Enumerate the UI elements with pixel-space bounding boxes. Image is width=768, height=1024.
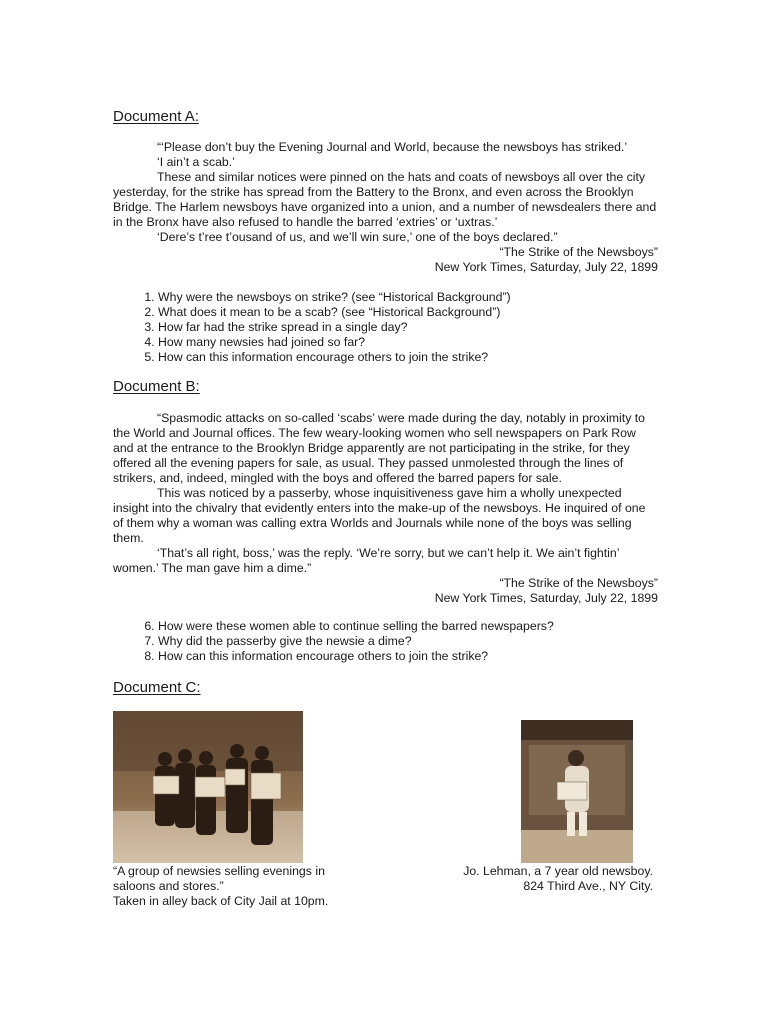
question-4: 4. How many newsies had joined so far? [158,335,658,350]
newsies-group-illustration [113,711,303,863]
doc-b-source-date: New York Times, Saturday, July 22, 1899 [434,591,658,605]
doc-a-questions [113,290,658,365]
doc-a-paragraph: These and similar notices were pinned on the hats and coats of newsboys all over the city yesterday, for the strike has spread from the Battery to the Bronx, and even across the Brooklyn Bridge. The Harlem newsboys have organized into a union, and a number of newsdealers there and in the Bronx have also refused to handle the barred ‘extries’ or ‘uxtras.’ [113,170,657,229]
doc-b-questions [113,619,658,664]
group-photo-caption [113,864,328,909]
newsboy-caption-line-2: 824 Third Ave., NY City. [523,879,653,893]
doc-b-paragraph-3: ‘That’s all right, boss,’ was the reply. ‘We’re sorry, but we can’t help it. We ain’t fightin’ women.’ The man gave him a dime.” [113,546,620,575]
doc-a-heading: Document A: [113,108,199,125]
question-5: 5. How can this information encourage others to join the strike? [158,350,658,365]
doc-c-heading: Document C: [113,679,201,696]
question-2: 2. What does it mean to be a scab? (see “Historical Background”) [158,305,658,320]
doc-b-source-title: “The Strike of the Newsboys” [499,576,658,590]
doc-a-quote: ‘Dere’s t’ree t’ousand of us, and we’ll win sure,’ one of the boys declared.” [157,230,558,244]
newsies-group-photo [113,711,303,863]
newsboy-photo-caption [440,864,653,894]
doc-a-source-title: “The Strike of the Newsboys” [499,245,658,259]
doc-a-line-2: ‘I ain’t a scab.’ [157,155,235,169]
question-1: 1. Why were the newsboys on strike? (see “Historical Background”) [158,290,658,305]
doc-b-text [113,411,658,606]
doc-b-paragraph-1: “Spasmodic attacks on so-called ‘scabs’ were made during the day, notably in proximity to the World and Journal offices. The few weary-looking women who sell newspapers on Park Row and at the entrance to the Brooklyn Bridge apparently are not participating in the strike, for they offered all the evening papers for sale, as usual. They passed unmolested through the lines of strikers, and, indeed, mingled with the boys and offered the barred papers for sale. [113,411,646,485]
question-8: 8. How can this information encourage others to join the strike? [158,649,658,664]
group-caption-line-3: Taken in alley back of City Jail at 10pm. [113,894,329,908]
question-6: 6. How were these women able to continue selling the barred newspapers? [158,619,658,634]
group-caption-line-1: “A group of newsies selling evenings in [113,864,325,878]
newsboy-illustration [521,720,633,863]
group-caption-line-2: saloons and stores.” [113,879,224,893]
doc-a-source-date: New York Times, Saturday, July 22, 1899 [434,260,658,274]
doc-a-text [113,140,658,275]
doc-b-paragraph-2: This was noticed by a passerby, whose inquisitiveness gave him a wholly unexpected insight into the chivalry that evidently enters into the make-up of the newsboys. He inquired of one of them why a woman was calling extra Worlds and Journals while none of the boys was selling them. [113,486,646,545]
question-3: 3. How far had the strike spread in a single day? [158,320,658,335]
doc-b-heading: Document B: [113,378,200,395]
doc-a-line-1: “‘Please don’t buy the Evening Journal and World, because the newsboys has striked.’ [157,140,628,154]
question-7: 7. Why did the passerby give the newsie a dime? [158,634,658,649]
newsboy-caption-line-1: Jo. Lehman, a 7 year old newsboy. [463,864,653,878]
newsboy-lehman-photo [521,720,633,863]
